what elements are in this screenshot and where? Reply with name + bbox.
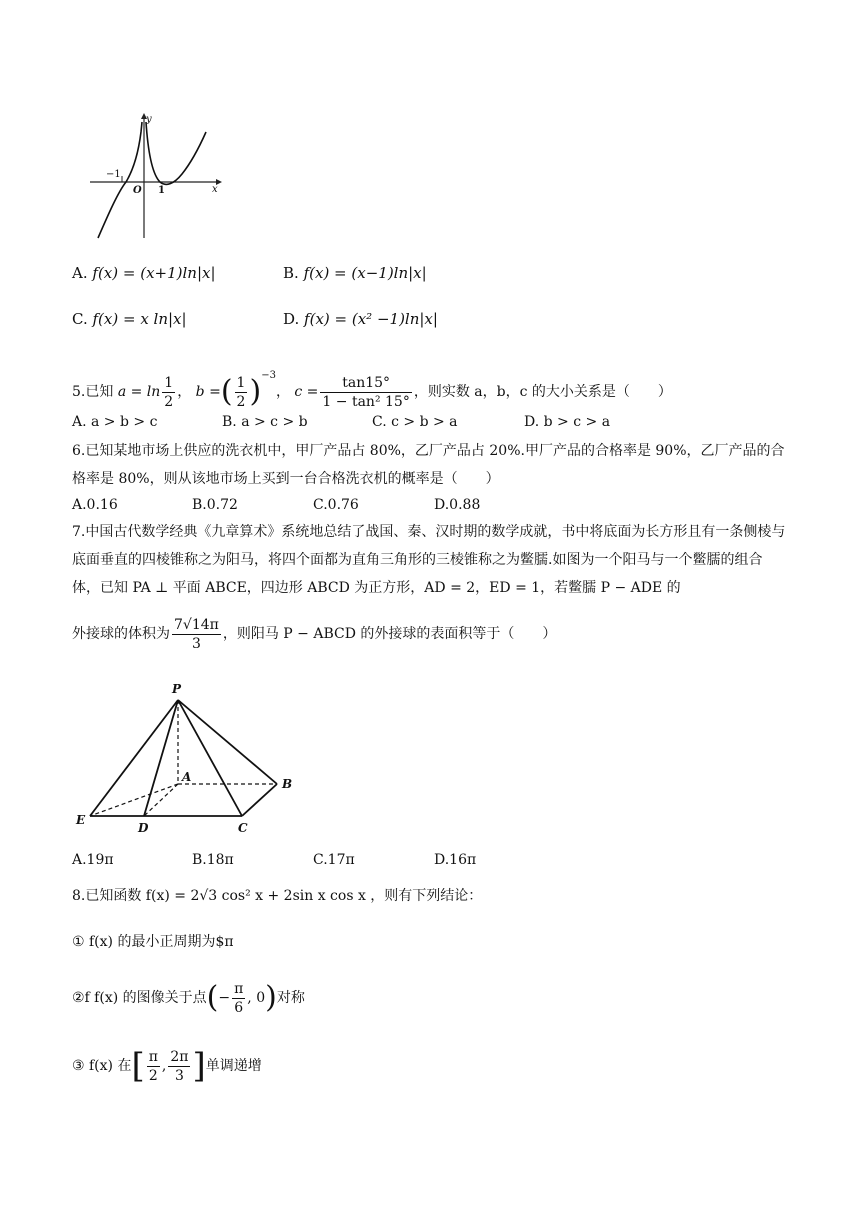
q5-option-b[interactable]: B. a > c > b: [222, 414, 308, 430]
q6-option-c[interactable]: C.0.76: [313, 497, 359, 513]
q5-option-d[interactable]: D. b > c > a: [524, 414, 611, 430]
q6-stem: 6.已知某地市场上供应的洗衣机中，甲厂产品占 80%，乙厂产品占 20%.甲厂产品的合格率是 90%，乙厂产品的合格率是 80%，则从该地市场上买到一台合格洗衣机的概率是（ ）: [72, 443, 785, 487]
q5-stem: 5.已知 a = ln $\frac{1}{2}$ ， b =( $\frac{1}{2}$ )$^{-3}$， c = $\frac{\tan 15^\circ}{\text{1 − tan² 15°}}$ ，则实数 a，b，c 的大小关系是（ ）: [72, 370, 672, 410]
one-label: 1: [158, 185, 165, 196]
y-label: y: [146, 114, 152, 125]
edge-pc: [178, 700, 242, 816]
q4-option-b[interactable]: B. f(x) = (x−1)ln|x|: [283, 264, 427, 282]
q4-option-d[interactable]: D. f(x) = (x² −1)ln|x|: [283, 310, 438, 328]
q7-option-a[interactable]: A.19π: [72, 852, 114, 868]
q7-option-c[interactable]: C.17π: [313, 852, 355, 868]
q4-option-a[interactable]: A. f(x) = (x+1)ln|x|: [72, 264, 216, 282]
q7-stem: 7.中国古代数学经典《九章算术》系统地总结了战国、秦、汉时期的数学成就，书中将底面为长方形且有一条侧棱与底面垂直的四棱锥称之为阳马，将四个面都为直角三角形的三棱锥称之为鳖臑.如图为一个阳马与一个鳖臑的组合体，已知 PA ⊥ 平面 ABCE，四边形 ABCD 为正方形，AD = 2，ED = 1，若鳖臑 P − ADE 的: [72, 524, 786, 596]
neg1-label: −1: [106, 169, 121, 180]
q7-option-b[interactable]: B.18π: [192, 852, 234, 868]
label-d: D: [138, 821, 149, 835]
edge-pe: [90, 700, 178, 816]
edge-pd: [144, 700, 178, 816]
q7-volume-frac: $\frac{7√14\pi}{3}$: [174, 616, 219, 652]
q8-conclusion-1: ① f(x) 的最小正周期为$π: [72, 934, 234, 950]
q8-c3-frac-b: $\frac{2\pi}{3}$: [170, 1048, 189, 1084]
q7-stem-line3: 外接球的体积为 $\frac{7√14\pi}{3}$ ，则阳马 P − ABCD 的外接球的表面积等于（ ）: [72, 616, 557, 652]
q7-option-d[interactable]: D.16π: [434, 852, 477, 868]
q8-conclusion-3: ③ f(x) 在[ $\frac{\pi}{2}$ , $\frac{2\pi}{3}$ ]单调递增: [72, 1046, 262, 1086]
pyramid-figure: [72, 678, 302, 838]
edge-cb: [242, 784, 277, 816]
q8-c2-frac: $\frac{\pi}{6}$: [234, 980, 244, 1016]
q8-stem: 8.已知函数 f(x) = 2√3 cos² x + 2sin x cos x ，则有下列结论：: [72, 888, 483, 904]
label-e: E: [76, 813, 86, 827]
q8-c3-frac-a: $\frac{\pi}{2}$: [148, 1048, 158, 1084]
curve-left: [98, 122, 142, 238]
q5-b-frac: $\frac{1}{2}$: [236, 374, 246, 410]
q5-c-frac: $\frac{\tan 15^\circ}{\text{1 − tan² 15°}}$: [322, 374, 410, 410]
q8-conclusion-2: ②f f(x) 的图像关于点(− $\frac{\pi}{6}$ , 0)对称: [72, 980, 305, 1016]
label-a: A: [182, 770, 192, 784]
label-p: P: [172, 682, 182, 696]
q5-option-a[interactable]: A. a > b > c: [72, 414, 158, 430]
x-label: x: [212, 184, 218, 195]
curve-right: [146, 122, 206, 184]
q5-option-c[interactable]: C. c > b > a: [372, 414, 458, 430]
function-graph: [82, 110, 232, 245]
origin-label: O: [133, 185, 142, 196]
q6-option-a[interactable]: A.0.16: [72, 497, 118, 513]
q6-option-b[interactable]: B.0.72: [192, 497, 238, 513]
q4-option-c[interactable]: C. f(x) = x ln|x|: [72, 310, 187, 328]
q6-option-d[interactable]: D.0.88: [434, 497, 481, 513]
edge-pb: [178, 700, 277, 784]
q5-a-frac: $\frac{1}{2}$: [164, 374, 174, 410]
label-b: B: [282, 777, 293, 791]
label-c: C: [238, 821, 248, 835]
